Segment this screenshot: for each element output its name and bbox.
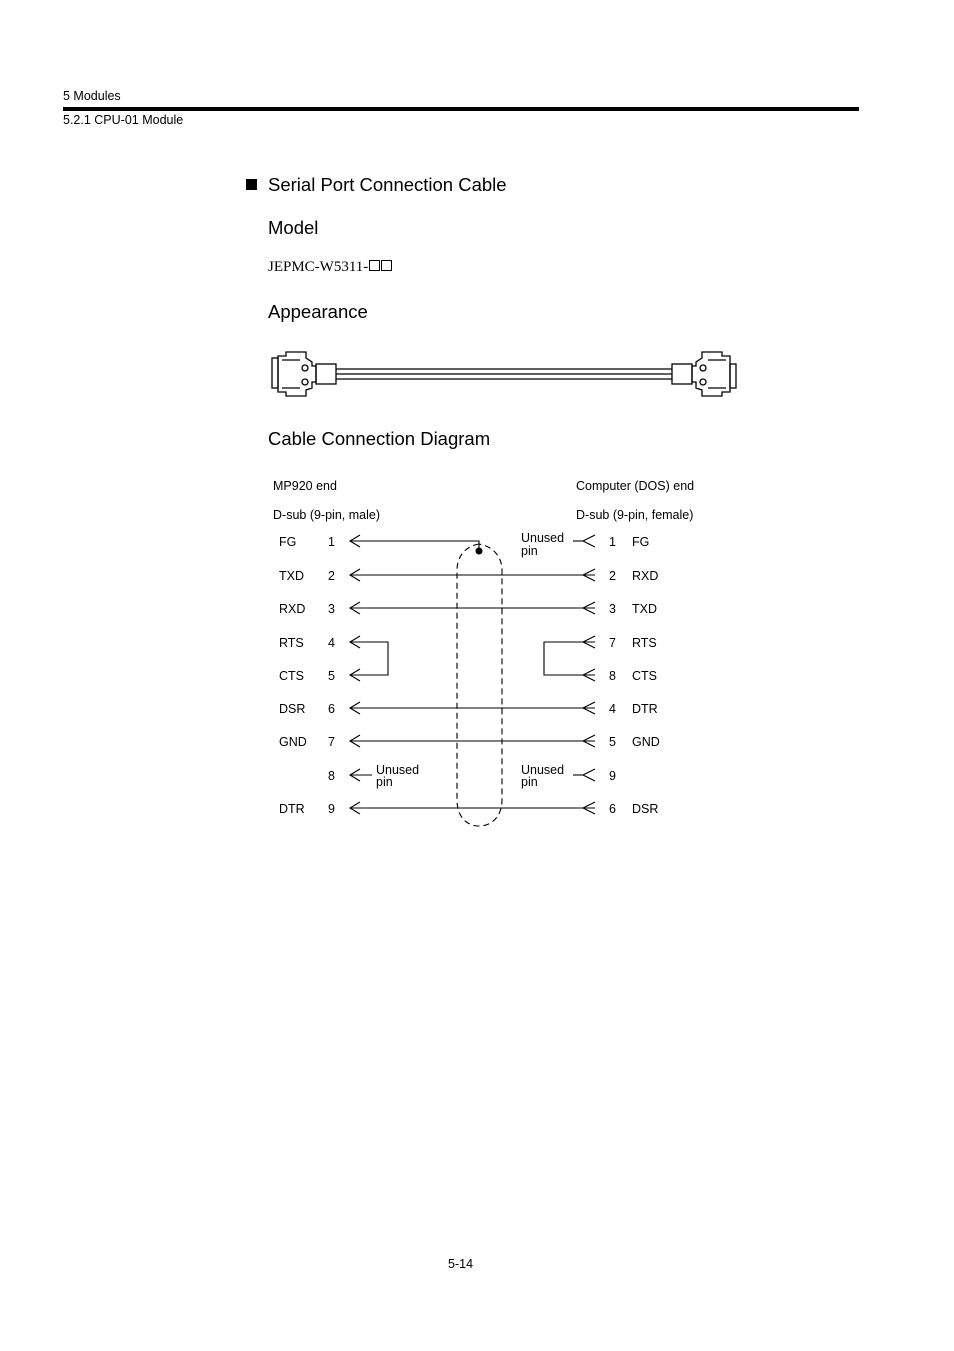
chapter-header: 5 Modules xyxy=(63,89,121,103)
diagram-heading: Cable Connection Diagram xyxy=(268,428,491,449)
left-pin-number: 5 xyxy=(328,669,335,683)
right-pin-list xyxy=(609,535,660,816)
left-pin-number: 6 xyxy=(328,702,335,716)
right-pin-number: 6 xyxy=(609,802,616,816)
section-header: 5.2.1 CPU-01 Module xyxy=(63,113,184,127)
right-signal: DTR xyxy=(632,702,658,716)
left-end-label: MP920 end xyxy=(273,479,337,493)
right-signal: FG xyxy=(632,535,650,549)
right-signal: RXD xyxy=(632,569,659,583)
left-signal: GND xyxy=(279,735,307,749)
unused-pin-label: pin xyxy=(376,775,393,789)
right-connector-label: D-sub (9-pin, female) xyxy=(576,508,694,522)
left-signal: DSR xyxy=(279,702,306,716)
right-pin-number: 7 xyxy=(609,636,616,650)
left-pin-number: 8 xyxy=(328,769,335,783)
left-signal: CTS xyxy=(279,669,304,683)
right-pin-number: 4 xyxy=(609,702,616,716)
right-pin-number: 5 xyxy=(609,735,616,749)
left-pin-number: 3 xyxy=(328,602,335,616)
left-pin-number: 7 xyxy=(328,735,335,749)
page-number: 5-14 xyxy=(448,1257,474,1271)
left-signal: TXD xyxy=(279,569,304,583)
left-pin-list xyxy=(279,535,335,816)
right-signal: TXD xyxy=(632,602,657,616)
left-signal: FG xyxy=(279,535,297,549)
right-pin-number: 9 xyxy=(609,769,616,783)
model-heading: Model xyxy=(268,217,319,238)
right-end-label: Computer (DOS) end xyxy=(576,479,695,493)
left-connector-label: D-sub (9-pin, male) xyxy=(273,508,380,522)
right-signal: GND xyxy=(632,735,660,749)
appearance-heading: Appearance xyxy=(268,301,368,322)
left-rts-cts-loopback xyxy=(350,642,388,675)
left-pin-number: 1 xyxy=(328,535,335,549)
right-rts-cts-loopback xyxy=(544,642,595,675)
left-signal: RXD xyxy=(279,602,306,616)
model-number-prefix: JEPMC-W5311- xyxy=(268,259,369,275)
left-pin-number: 4 xyxy=(328,636,335,650)
left-pin-number: 9 xyxy=(328,802,335,816)
unused-pin-label: Unused xyxy=(521,531,565,545)
right-pin-number: 3 xyxy=(609,602,616,616)
right-signal: CTS xyxy=(632,669,657,683)
right-signal: DSR xyxy=(632,802,659,816)
left-pin-number: 2 xyxy=(328,569,335,583)
right-pin-number: 8 xyxy=(609,669,616,683)
fg-shield-wire xyxy=(350,541,479,551)
right-signal: RTS xyxy=(632,636,657,650)
left-signal: DTR xyxy=(279,802,305,816)
section-title-text: Serial Port Connection Cable xyxy=(268,174,507,195)
left-signal: RTS xyxy=(279,636,304,650)
cable-shield-outline xyxy=(457,544,502,826)
shield-junction-dot xyxy=(476,548,483,555)
unused-pin-label: pin xyxy=(521,544,538,558)
unused-pin-label: pin xyxy=(521,775,538,789)
unused-pin-label: Unused xyxy=(376,763,420,777)
right-pin-number: 1 xyxy=(609,535,616,549)
unused-pin-label: Unused xyxy=(521,763,565,777)
right-pin-number: 2 xyxy=(609,569,616,583)
